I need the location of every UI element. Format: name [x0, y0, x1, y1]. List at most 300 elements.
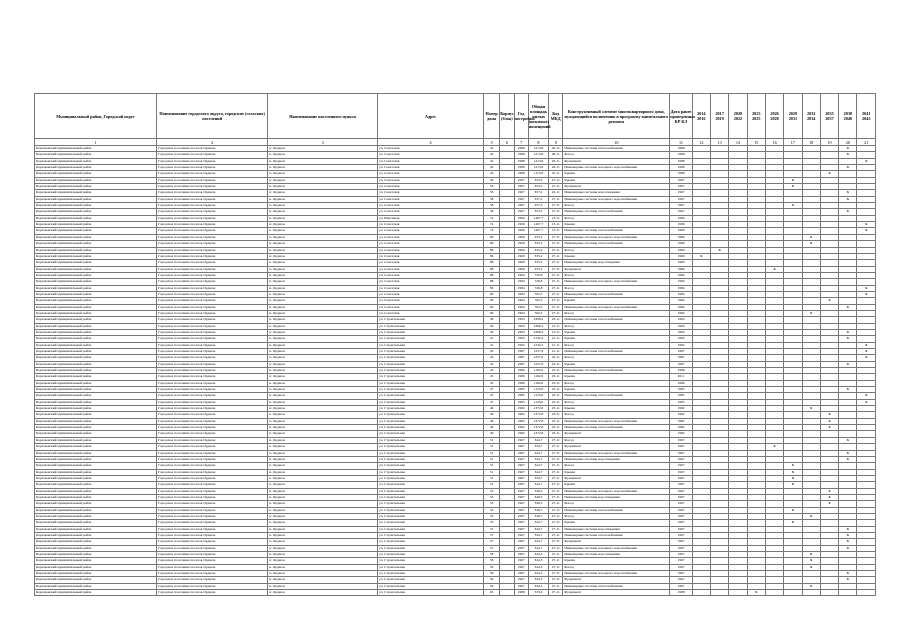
cell-y: 1967 — [514, 177, 528, 183]
cell-d: Карачаевский муниципальный район — [35, 399, 157, 405]
cell-p: п. Орджон — [268, 393, 378, 399]
cell-dt: 1967 — [670, 494, 692, 500]
cell-el: Фасад — [563, 310, 670, 316]
cell-dt: 1993 — [670, 317, 692, 323]
cell-n: 45 — [483, 368, 499, 374]
cell-c: 27-11 — [549, 463, 563, 469]
cell-y: 1990 — [514, 228, 528, 234]
cell-el: Фундамент — [563, 444, 670, 450]
cell-a: ул. Строительная — [378, 412, 484, 418]
cell-c: 23-11 — [549, 393, 563, 399]
cell-y: 1993 — [514, 323, 528, 329]
cell-dt: 1984 — [670, 285, 692, 291]
column-header: 2032 2034 — [802, 94, 820, 139]
cell-c: 27-11 — [549, 513, 563, 519]
cell-dt: 1960 — [670, 241, 692, 247]
cell-s: Городское поселение поселок Орджон — [157, 291, 268, 297]
cell-p: п. Орджон — [268, 532, 378, 538]
cell-c: 27-11 — [549, 488, 563, 494]
cell-d: Карачаевский муниципальный район — [35, 456, 157, 462]
cell-p: п. Орджон — [268, 355, 378, 361]
cell-el: Крыша — [563, 374, 670, 380]
cell-dt: 1985 — [670, 399, 692, 405]
cell-el: Инженерные системы водоотведения — [563, 190, 670, 196]
cell-c: 23-11 — [549, 361, 563, 367]
cell-a: ул. Советская — [378, 279, 484, 285]
cell-el: Фасад — [563, 399, 670, 405]
cell-n: 51 — [483, 463, 499, 469]
cell-dt: 1987 — [670, 361, 692, 367]
cell-p: п. Орджон — [268, 418, 378, 424]
cell-a: ул. Строительная — [378, 444, 484, 450]
cell-dt: 1984 — [670, 310, 692, 316]
cell-d: Карачаевский муниципальный район — [35, 203, 157, 209]
cell-d: Карачаевский муниципальный район — [35, 526, 157, 532]
cell-a: ул. Школьная — [378, 215, 484, 221]
cell-el: Инженерные системы холодного водоснабжения — [563, 450, 670, 456]
cell-el: Крыша — [563, 177, 670, 183]
column-number: 4 — [378, 139, 484, 146]
cell-c: 21-11 — [549, 349, 563, 355]
cell-ar: 1372,8 — [528, 418, 548, 424]
cell-a: ул. Строительная — [378, 329, 484, 335]
cell-el: Фасад — [563, 285, 670, 291]
cell-dt: 1986 — [670, 368, 692, 374]
column-number: 12 — [692, 139, 710, 146]
cell-c: 27-11 — [549, 253, 563, 259]
cell-s: Городское поселение поселок Орджон — [157, 412, 268, 418]
cell-c: 27-11 — [549, 444, 563, 450]
cell-dt: 1967 — [670, 184, 692, 190]
cell-n: 45 — [483, 374, 499, 380]
cell-p: п. Орджон — [268, 450, 378, 456]
cell-ar: 344,7 — [528, 539, 548, 545]
cell-dt: 1967 — [670, 577, 692, 583]
cell-c: 27-11 — [549, 209, 563, 215]
cell-ar: 344,3 — [528, 552, 548, 558]
cell-n: 47 — [483, 399, 499, 405]
cell-d: Карачаевский муниципальный район — [35, 501, 157, 507]
cell-c: 27-11 — [549, 482, 563, 488]
column-header: Год постройки — [514, 94, 528, 139]
cell-c: 23-11 — [549, 418, 563, 424]
period-cell: X — [820, 418, 838, 424]
cell-s: Городское поселение поселок Орджон — [157, 342, 268, 348]
cell-n: 49 — [483, 431, 499, 437]
cell-p: п. Орджон — [268, 577, 378, 583]
cell-d: Карачаевский муниципальный район — [35, 285, 157, 291]
cell-dt: 1992 — [670, 342, 692, 348]
column-header: Муниципальный район, Городской округ — [35, 94, 157, 139]
cell-s: Городское поселение поселок Орджон — [157, 209, 268, 215]
cell-a: ул. Строительная — [378, 583, 484, 589]
period-cell: X — [857, 399, 876, 405]
cell-y: 1967 — [514, 552, 528, 558]
cell-y: 1984 — [514, 298, 528, 304]
period-cell: X — [802, 241, 820, 247]
cell-dt: 1967 — [670, 583, 692, 589]
period-cell: X — [839, 456, 857, 462]
cell-dt: 1967 — [670, 177, 692, 183]
cell-n: 58 — [483, 190, 499, 196]
cell-ar: 2308,2 — [528, 329, 548, 335]
cell-a: ул. Строительная — [378, 520, 484, 526]
cell-d: Карачаевский муниципальный район — [35, 266, 157, 272]
cell-a: ул. Советская — [378, 203, 484, 209]
cell-p: п. Орджон — [268, 456, 378, 462]
cell-d: Карачаевский муниципальный район — [35, 387, 157, 393]
column-number: 10 — [563, 139, 670, 146]
cell-a: ул. Строительная — [378, 387, 484, 393]
cell-dt: 1990 — [670, 228, 692, 234]
cell-el: Фасад — [563, 247, 670, 253]
period-cell — [857, 590, 876, 596]
cell-d: Карачаевский муниципальный район — [35, 475, 157, 481]
cell-d: Карачаевский муниципальный район — [35, 171, 157, 177]
cell-c: 27-11 — [549, 304, 563, 310]
cell-el: Инженерные системы теплоснабжения — [563, 532, 670, 538]
cell-a: ул. Строительная — [378, 368, 484, 374]
cell-c: 27-11 — [549, 494, 563, 500]
cell-a: ул. Советская — [378, 291, 484, 297]
cell-d: Карачаевский муниципальный район — [35, 272, 157, 278]
cell-y: 1967 — [514, 209, 528, 215]
cell-n: 43 — [483, 171, 499, 177]
cell-y: 1967 — [514, 532, 528, 538]
cell-d: Карачаевский муниципальный район — [35, 355, 157, 361]
cell-ar: 344,7 — [528, 456, 548, 462]
cell-p: п. Орджон — [268, 444, 378, 450]
cell-a: ул. Строительная — [378, 494, 484, 500]
cell-d: Карачаевский муниципальный район — [35, 146, 157, 152]
column-number: 17 — [784, 139, 802, 146]
cell-y: 1967 — [514, 571, 528, 577]
cell-a: ул. Строительная — [378, 590, 484, 596]
cell-el: Инженерные системы теплоснабжения — [563, 393, 670, 399]
cell-s: Городское поселение поселок Орджон — [157, 431, 268, 437]
cell-el: Фасад — [563, 272, 670, 278]
cell-dt: 1967 — [670, 450, 692, 456]
cell-el: Инженерные системы теплоснабжения — [563, 241, 670, 247]
cell-a: ул. Советская — [378, 298, 484, 304]
cell-d: Карачаевский муниципальный район — [35, 380, 157, 386]
cell-s: Городское поселение поселок Орджон — [157, 222, 268, 228]
cell-p: п. Орджон — [268, 425, 378, 431]
cell-ar: 1123,6 — [528, 393, 548, 399]
cell-c: 27-11 — [549, 203, 563, 209]
cell-s: Городское поселение поселок Орджон — [157, 482, 268, 488]
cell-el: Инженерные системы теплоснабжения — [563, 228, 670, 234]
cell-p: п. Орджон — [268, 475, 378, 481]
cell-n: 41 — [483, 342, 499, 348]
cell-s: Городское поселение поселок Орджон — [157, 444, 268, 450]
cell-p: п. Орджон — [268, 583, 378, 589]
period-cell: X — [857, 349, 876, 355]
column-header: 2038 2040 — [839, 94, 857, 139]
cell-n: 59 — [483, 564, 499, 570]
cell-y: 1967 — [514, 482, 528, 488]
cell-p: п. Орджон — [268, 184, 378, 190]
cell-y: 1960 — [514, 260, 528, 266]
cell-dt: 1986 — [670, 380, 692, 386]
cell-ar: 353,5 — [528, 184, 548, 190]
column-header: Корпус (блок) — [500, 94, 514, 139]
cell-c: 27-11 — [549, 564, 563, 570]
cell-ar: 762,5 — [528, 291, 548, 297]
cell-el: Крыша — [563, 329, 670, 335]
cell-el: Фасад — [563, 513, 670, 519]
cell-s: Городское поселение поселок Орджон — [157, 241, 268, 247]
cell-ar: 726,8 — [528, 285, 548, 291]
cell-el: Инженерные системы теплоснабжения — [563, 146, 670, 152]
cell-a: ул. Советская — [378, 177, 484, 183]
cell-dt: 1993 — [670, 329, 692, 335]
cell-p: п. Орджон — [268, 253, 378, 259]
period-cell: X — [857, 291, 876, 297]
cell-a: ул. Советская — [378, 228, 484, 234]
cell-a: ул. Советская — [378, 310, 484, 316]
cell-el: Фасад — [563, 380, 670, 386]
cell-el: Крыша — [563, 298, 670, 304]
column-number-row — [35, 139, 876, 146]
cell-p: п. Орджон — [268, 361, 378, 367]
column-header: 2023 2025 — [747, 94, 765, 139]
cell-dt: 1993 — [670, 323, 692, 329]
cell-p: п. Орджон — [268, 526, 378, 532]
cell-d: Карачаевский муниципальный район — [35, 444, 157, 450]
period-cell: X — [839, 450, 857, 456]
table-body — [35, 146, 876, 596]
cell-el: Инженерные системы теплоснабжения — [563, 425, 670, 431]
period-cell — [729, 590, 747, 596]
cell-p: п. Орджон — [268, 406, 378, 412]
cell-y: 1982 — [514, 412, 528, 418]
period-cell: X — [820, 488, 838, 494]
cell-p: п. Орджон — [268, 513, 378, 519]
column-header: Дата ранее проведенных КР КЭ — [670, 94, 692, 139]
cell-ar: 344,7 — [528, 463, 548, 469]
cell-s: Городское поселение поселок Орджон — [157, 507, 268, 513]
cell-s: Городское поселение поселок Орджон — [157, 165, 268, 171]
cell-el: Инженерные системы водоотведения — [563, 552, 670, 558]
cell-y: 1960 — [514, 247, 528, 253]
cell-d: Карачаевский муниципальный район — [35, 374, 157, 380]
cell-d: Карачаевский муниципальный район — [35, 215, 157, 221]
cell-d: Карачаевский муниципальный район — [35, 329, 157, 335]
cell-el: Инженерные системы холодного водоснабжения — [563, 571, 670, 577]
cell-c: 27-11 — [549, 456, 563, 462]
period-cell: X — [820, 412, 838, 418]
cell-y: 1982 — [514, 406, 528, 412]
cell-ar: 1213,8 — [528, 152, 548, 158]
period-cell: X — [802, 564, 820, 570]
cell-ar: 1123,6 — [528, 399, 548, 405]
period-cell: X — [802, 406, 820, 412]
cell-a: ул. Советская — [378, 209, 484, 215]
cell-dt: 1982 — [670, 418, 692, 424]
cell-n: 53 — [483, 501, 499, 507]
cell-y: 1967 — [514, 526, 528, 532]
cell-el: Фасад — [563, 564, 670, 570]
cell-dt: 1988 — [670, 171, 692, 177]
cell-s: Городское поселение поселок Орджон — [157, 558, 268, 564]
cell-s: Городское поселение поселок Орджон — [157, 234, 268, 240]
cell-s: Городское поселение поселок Орджон — [157, 418, 268, 424]
header-row — [35, 94, 876, 139]
cell-d: Карачаевский муниципальный район — [35, 406, 157, 412]
cell-dt: 2011 — [670, 374, 692, 380]
cell-s: Городское поселение поселок Орджон — [157, 228, 268, 234]
cell-y: 1993 — [514, 317, 528, 323]
cell-n: 53 — [483, 520, 499, 526]
cell-d: Карачаевский муниципальный район — [35, 291, 157, 297]
cell-y: 1992 — [514, 342, 528, 348]
cell-s: Городское поселение поселок Орджон — [157, 215, 268, 221]
cell-n: 59 — [483, 583, 499, 589]
cell-d: Карачаевский муниципальный район — [35, 196, 157, 202]
cell-a: ул. Строительная — [378, 577, 484, 583]
cell-c: 18-11 — [549, 317, 563, 323]
column-header: 2014 2016 — [692, 94, 710, 139]
cell-ar: 2132,2 — [528, 336, 548, 342]
cell-d: Карачаевский муниципальный район — [35, 412, 157, 418]
cell-c: 26-11 — [549, 152, 563, 158]
cell-y: 1967 — [514, 488, 528, 494]
cell-el: Крыша — [563, 558, 670, 564]
cell-ar: 348,5 — [528, 501, 548, 507]
cell-dt: 1967 — [670, 475, 692, 481]
cell-n: 58 — [483, 203, 499, 209]
cell-n: 88 — [483, 279, 499, 285]
cell-s: Городское поселение поселок Орджон — [157, 501, 268, 507]
period-cell: X — [784, 463, 802, 469]
cell-y: 1967 — [514, 520, 528, 526]
cell-s: Городское поселение поселок Орджон — [157, 171, 268, 177]
cell-a: ул. Строительная — [378, 361, 484, 367]
cell-s: Городское поселение поселок Орджон — [157, 387, 268, 393]
column-header: 2035 2037 — [820, 94, 838, 139]
cell-ar: 344,7 — [528, 545, 548, 551]
cell-n: 88 — [483, 272, 499, 278]
cell-ar: 344,7 — [528, 526, 548, 532]
cell-dt: 1967 — [670, 203, 692, 209]
cell-el: Фундамент — [563, 577, 670, 583]
column-header: Номер дома — [483, 94, 499, 139]
cell-a: ул. Строительная — [378, 349, 484, 355]
cell-dt: 1988 — [670, 146, 692, 152]
cell-s: Городское поселение поселок Орджон — [157, 475, 268, 481]
period-cell: X — [857, 342, 876, 348]
cell-ar: 762,5 — [528, 298, 548, 304]
cell-ar: 357,2 — [528, 203, 548, 209]
cell-el: Фундамент — [563, 431, 670, 437]
cell-el: Инженерные системы холодного водоснабжения — [563, 545, 670, 551]
cell-a: ул. Строительная — [378, 406, 484, 412]
cell-dt: 1988 — [670, 165, 692, 171]
cell-el: Крыша — [563, 406, 670, 412]
cell-p: п. Орджон — [268, 190, 378, 196]
cell-c: 27-11 — [549, 577, 563, 583]
cell-el: Инженерные системы водоотведения — [563, 456, 670, 462]
cell-n: 42 — [483, 152, 499, 158]
cell-a: ул. Строительная — [378, 323, 484, 329]
period-cell: X — [839, 539, 857, 545]
cell-a: ул. Строительная — [378, 469, 484, 475]
cell-d: Карачаевский муниципальный район — [35, 247, 157, 253]
cell-a: ул. Строительная — [378, 450, 484, 456]
cell-c: 27-11 — [549, 507, 563, 513]
cell-dt: 1967 — [670, 532, 692, 538]
cell-d: Карачаевский муниципальный район — [35, 158, 157, 164]
cell-p: п. Орджон — [268, 323, 378, 329]
cell-dt: 1985 — [670, 393, 692, 399]
column-number: 11 — [670, 139, 692, 146]
cell-y: 1967 — [514, 513, 528, 519]
cell-a: ул. Строительная — [378, 456, 484, 462]
cell-n: 86 — [483, 247, 499, 253]
cell-el: Фасад — [563, 355, 670, 361]
cell-ar: 1467,7 — [528, 228, 548, 234]
cell-c: 27-11 — [549, 285, 563, 291]
cell-s: Городское поселение поселок Орджон — [157, 146, 268, 152]
cell-dt: 1967 — [670, 196, 692, 202]
cell-ar: 344,7 — [528, 437, 548, 443]
cell-c: 27-11 — [549, 532, 563, 538]
cell-n: 51 — [483, 475, 499, 481]
cell-d: Карачаевский муниципальный район — [35, 298, 157, 304]
period-cell: X — [839, 209, 857, 215]
cell-ar: 344,3 — [528, 577, 548, 583]
column-number: 2 — [157, 139, 268, 146]
cell-ar: 1213,8 — [528, 165, 548, 171]
cell-y: 1984 — [514, 285, 528, 291]
cell-d: Карачаевский муниципальный район — [35, 469, 157, 475]
cell-y: 1987 — [514, 349, 528, 355]
cell-c: 27-11 — [549, 291, 563, 297]
cell-dt: 1982 — [670, 431, 692, 437]
period-cell: X — [839, 577, 857, 583]
column-header: Конструктивный элемент многоквартирного дома, нуждающийся включению в программу капитального ремонта — [563, 94, 670, 139]
cell-ar: 344,7 — [528, 444, 548, 450]
cell-a: ул. Строительная — [378, 558, 484, 564]
cell-c: 27-11 — [549, 539, 563, 545]
cell-d: Карачаевский муниципальный район — [35, 564, 157, 570]
cell-s: Городское поселение поселок Орджон — [157, 317, 268, 323]
cell-a: ул. Советская — [378, 241, 484, 247]
cell-s: Городское поселение поселок Орджон — [157, 349, 268, 355]
cell-p: п. Орджон — [268, 298, 378, 304]
cell-n: 57 — [483, 545, 499, 551]
cell-el: Крыша — [563, 171, 670, 177]
cell-p: п. Орджон — [268, 209, 378, 215]
period-cell: X — [802, 558, 820, 564]
cell-n: 57 — [483, 526, 499, 532]
cell-ar: 1257,9 — [528, 355, 548, 361]
cell-el: Фундамент — [563, 158, 670, 164]
cell-c: 13-11 — [549, 228, 563, 234]
cell-p: п. Орджон — [268, 494, 378, 500]
cell-ar: 335,2 — [528, 241, 548, 247]
cell-s: Городское поселение поселок Орджон — [157, 329, 268, 335]
cell-c: 26-11 — [549, 165, 563, 171]
period-cell: X — [802, 513, 820, 519]
cell-c: 27-11 — [549, 437, 563, 443]
period-cell: X — [802, 310, 820, 316]
cell-y: 1988 — [514, 158, 528, 164]
cell-y: 1967 — [514, 190, 528, 196]
period-cell: X — [839, 526, 857, 532]
cell-c: 15-11 — [549, 329, 563, 335]
